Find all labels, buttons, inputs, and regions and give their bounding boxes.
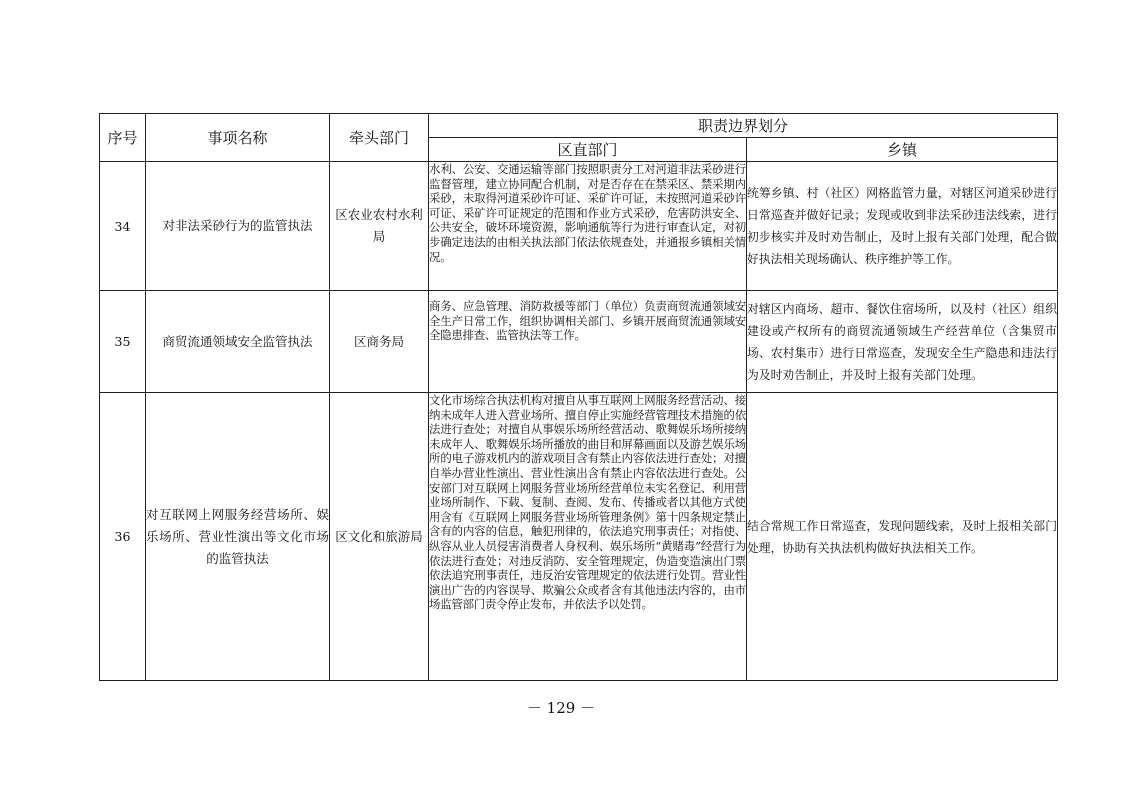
table-row (100, 291, 1058, 393)
lead-department-cell: 区农业农村水利局 (330, 162, 429, 291)
district-duty-cell: 商务、应急管理、消防救援等部门（单位）负责商贸流通领域安全生产日常工作，组织协调相关部门、乡镇开展商贸流通领域安全隐患排查、监管执法等工作。 (429, 291, 747, 393)
page-number: － 129 － (526, 699, 596, 717)
item-name-cell (146, 162, 330, 291)
township-duty-cell: 结合常规工作日常巡查，发现问题线索，及时上报相关部门处理，协助有关执法机构做好执法相关工作。 (747, 393, 1058, 681)
header-item-name: 事项名称 (146, 114, 330, 162)
header-serial-number: 序号 (100, 114, 146, 162)
township-duty-cell: 对辖区内商场、超市、餐饮住宿场所，以及村（社区）组织建设或产权所有的商贸流通领域生产经营单位（含集贸市场、农村集市）进行日常巡查，发现安全生产隐患和违法行为及时劝告制止，并及时上报有关部门处理。 (747, 291, 1058, 393)
item-name-text: 对互联网上网服务经营场所、娱乐场所、营业性演出等文化市场的监管执法 (146, 506, 329, 566)
duty-table (99, 113, 1058, 681)
header-lead-department: 牵头部门 (330, 114, 429, 162)
item-name-text: 对非法采砂行为的监管执法 (162, 218, 313, 233)
lead-department-cell: 区商务局 (330, 291, 429, 393)
table-row (100, 393, 1058, 681)
table-row (100, 162, 1058, 291)
header-responsibility-division: 职责边界划分 (429, 114, 1058, 138)
serial-number-cell: 35 (100, 291, 146, 393)
item-name-text: 商贸流通领域安全监管执法 (162, 333, 313, 349)
district-duty-cell: 水利、公安、交通运输等部门按照职责分工对河道非法采砂进行监督管理，建立协同配合机制，对是否存在在禁采区、禁采期内采砂，未取得河道采砂许可证、采矿许可证，未按照河道采砂许可证、采矿许可证规定的范围和作业方式采砂，危害防洪安全、公共安全，破坏环境资源，影响通航等行为进行审查认定，对初步确定违法的由相关执法部门依法依规查处，并通报乡镇相关情况。 (429, 162, 747, 291)
township-duty-cell: 统筹乡镇、村（社区）网格监管力量，对辖区河道采砂进行日常巡查并做好记录；发现或收到非法采砂违法线索，进行初步核实并及时劝告制止，及时上报有关部门处理，配合做好执法相关现场确认、秩序维护等工作。 (747, 162, 1058, 291)
serial-number-cell: 34 (100, 162, 146, 291)
header-townships: 乡镇 (747, 138, 1058, 162)
district-duty-cell: 文化市场综合执法机构对擅自从事互联网上网服务经营活动、接纳未成年人进入营业场所、擅自停止实施经营管理技术措施的依法进行查处；对擅自从事娱乐场所经营活动、歌舞娱乐场所接纳未成年人、歌舞娱乐场所播放的曲目和屏幕画面以及游艺娱乐场所的电子游戏机内的游戏项目含有禁止内容依法进行查处；对擅自举办营业性演出、营业性演出含有禁止内容依法进行查处。公安部门对互联网上网服务营业场所经营单位未实名登记、利用营业场所制作、下载、复制、查阅、发布、传播或者以其他方式使用含有《互联网上网服务营业场所管理条例》第十四条规定禁止含有的内容的信息，触犯刑律的，依法追究刑事责任；对指使、纵容从业人员侵害消费者人身权利、娱乐场所“黄赌毒”经营行为依法进行查处；对违反消防、安全管理规定，伪造变造演出门票依法追究刑事责任，违反治安管理规定的依法进行处罚。营业性演出广告的内容误导、欺骗公众或者含有其他违法内容的，由市场监管部门责令停止发布，并依法予以处罚。 (429, 393, 747, 681)
serial-number-cell: 36 (100, 393, 146, 681)
header-district-departments: 区直部门 (429, 138, 747, 162)
lead-department-cell: 区文化和旅游局 (330, 393, 429, 681)
item-name-cell (146, 291, 330, 393)
item-name-cell (146, 393, 330, 681)
